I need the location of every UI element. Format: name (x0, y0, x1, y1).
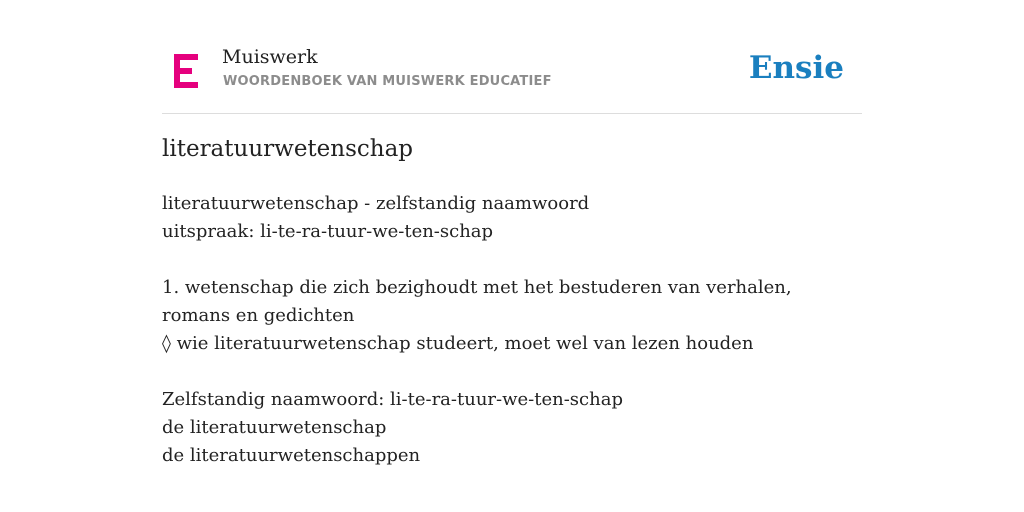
site-name[interactable]: Muiswerk (222, 46, 318, 68)
ensie-brand-logo[interactable]: Ensie (748, 50, 844, 86)
singular-form: de literatuurwetenschap (162, 417, 387, 438)
entry-example: ◊ wie literatuurwetenschap studeert, moet wel van lezen houden (162, 333, 754, 354)
entry-word-type: literatuurwetenschap - zelfstandig naamwoord (162, 193, 590, 214)
muiswerk-logo-icon[interactable] (172, 54, 200, 88)
site-header (162, 40, 862, 114)
spacer (162, 246, 862, 274)
plural-form: de literatuurwetenschappen (162, 445, 421, 466)
entry-definition: 1. wetenschap die zich bezighoudt met het bestuderen van verhalen, romans en gedichten (162, 277, 792, 326)
grammar-heading: Zelfstandig naamwoord: li-te-ra-tuur-we-ten-schap (162, 389, 623, 410)
entry-body (162, 190, 862, 470)
site-subtitle: WOORDENBOEK VAN MUISWERK EDUCATIEF (223, 74, 552, 89)
entry-pronunciation: uitspraak: li-te-ra-tuur-we-ten-schap (162, 221, 494, 242)
spacer (162, 358, 862, 386)
entry-title: literatuurwetenschap (162, 136, 414, 162)
